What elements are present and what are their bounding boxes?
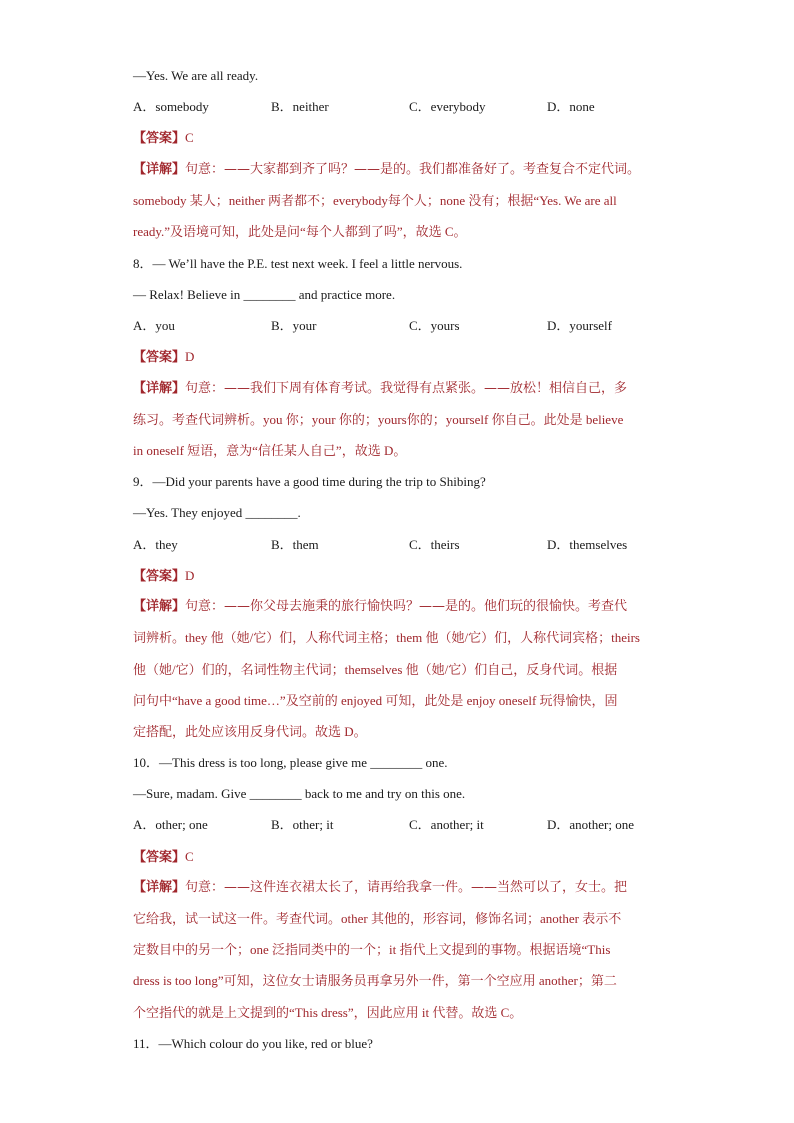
option-a: A．other; one	[133, 817, 208, 832]
answer-label: 【答案】	[133, 850, 186, 865]
dialogue-line: —Sure, madam. Give ________ back to me and try on this one.	[133, 786, 466, 801]
answer-value: D	[185, 349, 195, 364]
option-a: A．they	[133, 537, 178, 552]
answer-label: 【答案】	[133, 350, 186, 365]
explanation-line: 【详解】句意：——这件连衣裙太长了，请再给我拿一件。——当然可以了，女士。把	[133, 880, 628, 895]
dialogue-line: —Yes. They enjoyed ________.	[133, 505, 301, 520]
option-a: A．you	[133, 318, 175, 333]
explanation-label: 【详解】	[133, 599, 186, 614]
explanation-line: 词辨析。they 他（她/它）们，人称代词主格；them 他（她/它）们，人称代词宾格；theirs	[133, 630, 640, 645]
question-8: 8．— We’ll have the P.E. test next week. I feel a little nervous.	[133, 256, 463, 271]
answer-line	[133, 128, 674, 149]
explanation-line: 问句中“have a good time…”及空前的 enjoyed 可知，此处是 enjoy oneself 玩得愉快，固	[133, 693, 618, 708]
option-c: C．another; it	[409, 817, 484, 832]
explanation-line: in oneself 短语，意为“信任某人自己”，故选 D。	[133, 443, 407, 458]
answer-line	[133, 847, 674, 868]
explanation-line: 【详解】句意：——你父母去施秉的旅行愉快吗？——是的。他们玩的很愉快。考查代	[133, 599, 628, 614]
dialogue-line: —Yes. We are all ready.	[133, 68, 259, 83]
explanation-line: ready.”及语境可知，此处是问“每个人都到了吗”，故选 C。	[133, 224, 467, 239]
explanation-line: 【详解】句意：——我们下周有体育考试。我觉得有点紧张。——放松！相信自己，多	[133, 381, 628, 396]
explanation-label: 【详解】	[133, 880, 186, 895]
explanation-line: somebody 某人；neither 两者都不；everybody每个人；none 没有；根据“Yes. We are all	[133, 193, 617, 208]
answer-label: 【答案】	[133, 131, 186, 146]
option-c: C．everybody	[409, 99, 486, 114]
explanation-line: 它给我，试一试这一件。考查代词。other 其他的，形容词，修饰名词；another 表示不	[133, 911, 622, 926]
answer-value: D	[185, 568, 195, 583]
explanation-line: dress is too long”可知，这位女士请服务员再拿另外一件，第一个空应用 another；第二	[133, 973, 617, 988]
dialogue-line: — Relax! Believe in ________ and practice more.	[133, 287, 396, 302]
option-b: B．neither	[271, 99, 329, 114]
question-10: 10．—This dress is too long, please give me ________ one.	[133, 755, 448, 770]
answer-label: 【答案】	[133, 569, 186, 584]
explanation-line: 定数目中的另一个；one 泛指同类中的一个；it 指代上文提到的事物。根据语境“This	[133, 942, 611, 957]
explanation-label: 【详解】	[133, 162, 186, 177]
explanation-line: 练习。考查代词辨析。you 你；your 你的；yours你的；yourself 你自己。此处是 believe	[133, 412, 624, 427]
option-b: B．them	[271, 537, 319, 552]
question-11: 11．—Which colour do you like, red or blue?	[133, 1036, 373, 1051]
explanation-line: 他（她/它）们的，名词性物主代词；themselves 他（她/它）们自己，反身代词。根据	[133, 662, 618, 677]
answer-line	[133, 566, 674, 587]
option-d: D．none	[547, 99, 595, 114]
question-9: 9．—Did your parents have a good time during the trip to Shibing?	[133, 474, 486, 489]
explanation-label: 【详解】	[133, 381, 186, 396]
option-c: C．theirs	[409, 537, 460, 552]
option-d: D．themselves	[547, 537, 628, 552]
explanation-line: 个空指代的就是上文提到的“This dress”，因此应用 it 代替。故选 C。	[133, 1005, 523, 1020]
answer-line	[133, 347, 674, 368]
explanation-line: 【详解】句意：——大家都到齐了吗？——是的。我们都准备好了。考查复合不定代词。	[133, 162, 641, 177]
answer-value: C	[185, 849, 194, 864]
option-b: B．other; it	[271, 817, 334, 832]
explanation-line: 定搭配，此处应该用反身代词。故选 D。	[133, 724, 367, 739]
option-d: D．another; one	[547, 817, 635, 832]
answer-value: C	[185, 130, 194, 145]
option-b: B．your	[271, 318, 317, 333]
option-d: D．yourself	[547, 318, 612, 333]
option-c: C．yours	[409, 318, 460, 333]
option-a: A．somebody	[133, 99, 209, 114]
